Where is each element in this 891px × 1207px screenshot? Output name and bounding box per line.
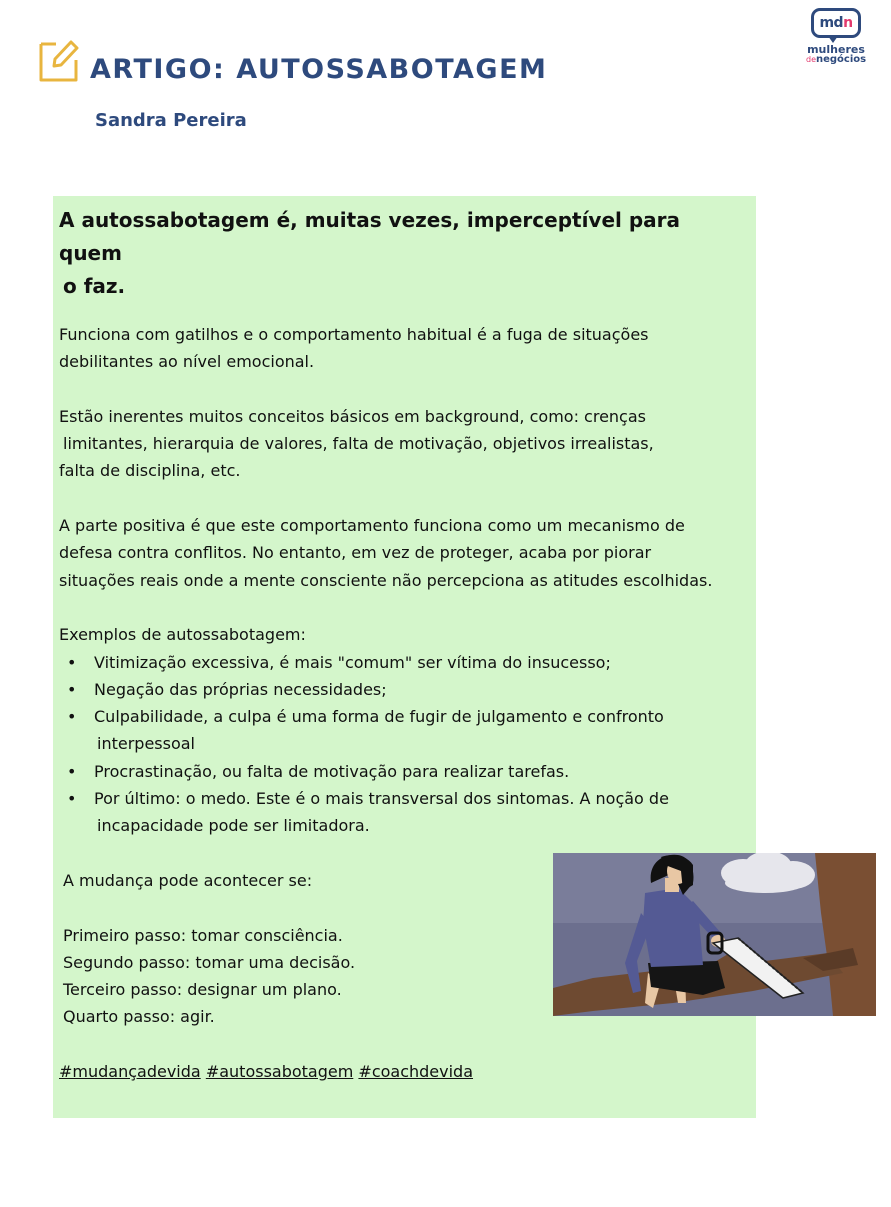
brand-name-line1: mulheres bbox=[807, 43, 865, 56]
paragraph-line: situações reais onde a mente consciente não percepciona as atitudes escolhidas. bbox=[59, 570, 713, 590]
brand-badge-m: m bbox=[819, 15, 834, 31]
hashtag-link[interactable]: #autossabotagem bbox=[205, 1062, 354, 1082]
brand-name-line2 bbox=[806, 55, 866, 64]
examples-title: Exemplos de autossabotagem: bbox=[59, 625, 306, 645]
author-name: Sandra Pereira bbox=[95, 110, 247, 131]
hashtags bbox=[59, 1058, 749, 1085]
paragraph-line: debilitantes ao nível emocional. bbox=[59, 352, 315, 372]
paragraph-line: defesa contra conflitos. No entanto, em vez de proteger, acaba por piorar bbox=[59, 543, 652, 563]
step-item: Quarto passo: agir. bbox=[63, 1007, 215, 1027]
change-intro: A mudança pode acontecer se: bbox=[63, 870, 313, 890]
paragraph-line: Funciona com gatilhos e o comportamento habitual é a fuga de situações bbox=[59, 325, 649, 344]
list-item-text: Procrastinação, ou falta de motivação para realizar tarefas. bbox=[94, 761, 570, 781]
step-item: Segundo passo: tomar uma decisão. bbox=[63, 952, 356, 972]
list-item-text: Negação das próprias necessidades; bbox=[94, 679, 387, 699]
list-item bbox=[59, 676, 749, 703]
page-title: ARTIGO: AUTOSSABOTAGEM bbox=[90, 54, 548, 85]
paragraph-line: A parte positiva é que este comportamento funciona como um mecanismo de bbox=[59, 516, 685, 536]
list-item-text: Vitimização excessiva, é mais "comum" ser vítima do insucesso; bbox=[94, 652, 611, 672]
lead-heading bbox=[59, 204, 749, 303]
paragraph-triggers bbox=[59, 321, 749, 376]
paragraph-line: falta de disciplina, etc. bbox=[59, 461, 241, 481]
list-item-text: Culpabilidade, a culpa é uma forma de fugir de julgamento e confronto bbox=[94, 707, 664, 727]
edit-note-icon bbox=[38, 34, 80, 82]
list-item-text: Por último: o medo. Este é o mais transversal dos sintomas. A noção de bbox=[94, 789, 669, 809]
paragraph-line: Estão inerentes muitos conceitos básicos em background, como: crenças bbox=[59, 406, 646, 426]
paragraph-line: limitantes, hierarquia de valores, falta de motivação, objetivos irrealistas, bbox=[63, 434, 654, 454]
paragraph-concepts bbox=[59, 403, 749, 485]
brand-name-word: negócios bbox=[816, 54, 867, 65]
examples-list bbox=[59, 649, 749, 840]
paragraph-positive bbox=[59, 512, 749, 594]
brand-badge-icon bbox=[811, 8, 861, 38]
woman-sawing-branch-illustration bbox=[553, 853, 876, 1016]
lead-line-1: A autossabotagem é, muitas vezes, imperceptível para quem bbox=[59, 208, 681, 265]
brand-badge-n: n bbox=[843, 15, 853, 31]
brand-name-prefix: de bbox=[806, 55, 816, 64]
hashtag-link[interactable]: #coachdevida bbox=[358, 1062, 474, 1082]
hashtag-link[interactable]: #mudançadevida bbox=[59, 1062, 201, 1082]
list-item bbox=[59, 649, 749, 676]
step-item: Terceiro passo: designar um plano. bbox=[63, 980, 342, 1000]
lead-line-2: o faz. bbox=[63, 274, 126, 298]
list-item bbox=[59, 785, 749, 840]
list-item bbox=[59, 758, 749, 785]
brand-badge-d: d bbox=[833, 15, 844, 31]
brand-logo bbox=[806, 8, 866, 64]
list-item bbox=[59, 703, 749, 758]
list-item-continuation: interpessoal bbox=[97, 734, 195, 754]
step-item: Primeiro passo: tomar consciência. bbox=[63, 925, 343, 945]
list-item-continuation: incapacidade pode ser limitadora. bbox=[97, 816, 370, 836]
